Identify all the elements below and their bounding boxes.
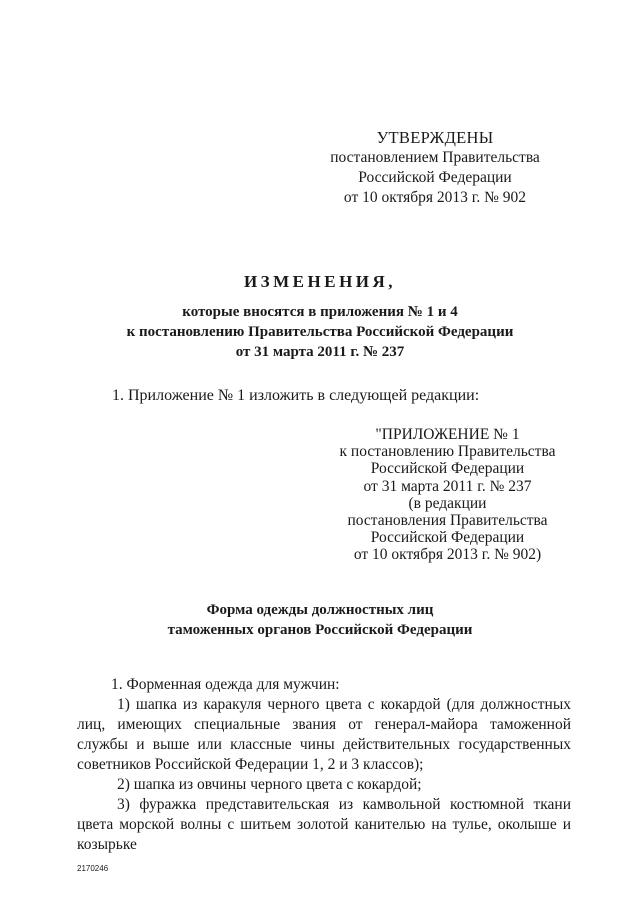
appendix-line: (в редакции	[408, 494, 487, 512]
body-text	[77, 675, 571, 855]
appendix-block	[320, 426, 575, 564]
document-subtitle	[0, 302, 640, 362]
appendix-line: "ПРИЛОЖЕНИЕ № 1	[375, 426, 520, 443]
list-item: 1) шапка из каракуля черного цвета с кокардой (для должностных лиц, имеющих специальные звания от генерал-майора таможенной службы и выше или классные чины действительных государственных советников Российской Федерации 1, 2 и 3 классов);	[77, 696, 571, 773]
paragraph-1: 1. Приложение № 1 изложить в следующей редакции:	[112, 387, 480, 404]
footer-code: 2170246	[77, 864, 109, 873]
list-item: 3) фуражка представительская из камвольной костюмной ткани цвета морской волны с шитьем золотой канителью на тулье, околыше и козырьке	[77, 796, 571, 853]
appendix-line: от 10 октября 2013 г. № 902)	[353, 546, 542, 564]
list-item: 2) шапка из овчины черного цвета с кокардой;	[117, 776, 422, 793]
form-title-line: таможенных органов Российской Федерации	[167, 622, 473, 638]
approval-heading: УТВЕРЖДЕНЫ	[376, 128, 494, 147]
appendix-line: постановления Правительства	[347, 512, 548, 530]
appendix-line: Российской Федерации	[370, 460, 525, 478]
subtitle-line: от 31 марта 2011 г. № 237	[235, 344, 405, 360]
approval-line: от 10 октября 2013 г. № 902	[343, 189, 527, 206]
approval-line: постановлением Правительства	[330, 149, 540, 166]
appendix-line: Российской Федерации	[370, 529, 525, 547]
appendix-line: к постановлению Правительства	[339, 443, 556, 461]
form-title	[0, 600, 640, 640]
list-item: 1. Форменная одежда для мужчин:	[111, 676, 340, 693]
subtitle-line: к постановлению Правительства Российской Федерации	[126, 324, 514, 340]
form-title-line: Форма одежды должностных лиц	[206, 602, 434, 618]
document-title: ИЗМЕНЕНИЯ,	[243, 272, 397, 291]
appendix-line: от 31 марта 2011 г. № 237	[363, 477, 532, 495]
approval-block	[330, 128, 540, 208]
subtitle-line: которые вносятся в приложения № 1 и 4	[182, 304, 458, 320]
approval-line: Российской Федерации	[358, 169, 512, 186]
